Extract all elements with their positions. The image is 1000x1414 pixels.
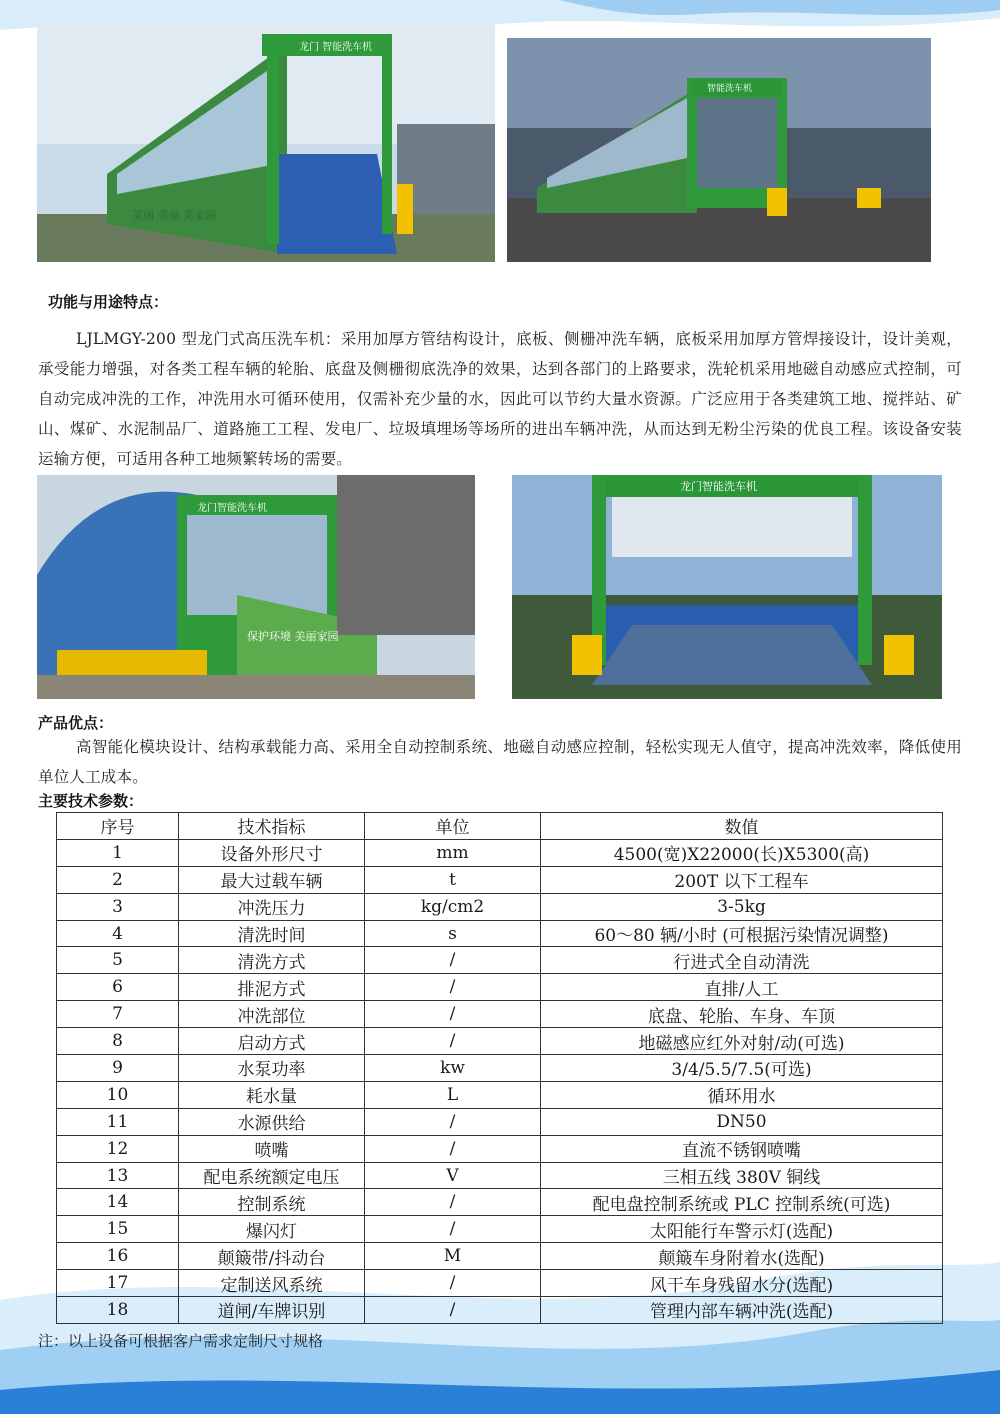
cell-value: 风干车身残留水分(选配) [541, 1270, 943, 1297]
cell-no: 5 [57, 947, 179, 974]
cell-value: 60～80 辆/小时 (可根据污染情况调整) [541, 920, 943, 947]
cell-no: 6 [57, 974, 179, 1001]
table-row [57, 893, 943, 920]
cell-unit: / [365, 947, 541, 974]
cell-unit: / [365, 1189, 541, 1216]
cell-unit: / [365, 1216, 541, 1243]
cell-item: 颠簸带/抖动台 [179, 1243, 365, 1270]
table-row [57, 1028, 943, 1055]
photo-mid-left-sign: 龙门智能洗车机 [197, 503, 267, 514]
cell-value: 4500(宽)X22000(长)X5300(高) [541, 839, 943, 866]
cell-item: 启动方式 [179, 1028, 365, 1055]
cell-no: 10 [57, 1081, 179, 1108]
cell-value: 200T 以下工程车 [541, 866, 943, 893]
cell-no: 7 [57, 1001, 179, 1028]
cell-no: 12 [57, 1135, 179, 1162]
cell-value: 3/4/5.5/7.5(可选) [541, 1055, 943, 1082]
cell-value: 三相五线 380V 铜线 [541, 1162, 943, 1189]
functions-heading: 功能与用途特点： [48, 293, 169, 311]
footnote: 注：以上设备可根据客户需求定制尺寸规格 [38, 1332, 324, 1350]
cell-no: 17 [57, 1270, 179, 1297]
cell-item: 控制系统 [179, 1189, 365, 1216]
cell-item: 爆闪灯 [179, 1216, 365, 1243]
cell-no: 14 [57, 1189, 179, 1216]
cell-no: 11 [57, 1108, 179, 1135]
cell-item: 水泵功率 [179, 1055, 365, 1082]
advantages-heading: 产品优点： [38, 714, 114, 732]
cell-unit: / [365, 1135, 541, 1162]
cell-unit: mm [365, 839, 541, 866]
cell-item: 喷嘴 [179, 1135, 365, 1162]
cell-no: 4 [57, 920, 179, 947]
spec-table-header [57, 813, 943, 840]
cell-unit: t [365, 866, 541, 893]
table-row [57, 1297, 943, 1324]
table-row [57, 947, 943, 974]
cell-value: 配电盘控制系统或 PLC 控制系统(可选) [541, 1189, 943, 1216]
table-row [57, 1189, 943, 1216]
specs-heading: 主要技术参数： [38, 792, 144, 810]
cell-unit: / [365, 974, 541, 1001]
cell-value: 底盘、轮胎、车身、车顶 [541, 1001, 943, 1028]
photo-mid-right [512, 475, 942, 699]
cell-no: 13 [57, 1162, 179, 1189]
cell-unit: s [365, 920, 541, 947]
table-row [57, 1055, 943, 1082]
cell-value: 管理内部车辆冲洗(选配) [541, 1297, 943, 1324]
functions-body: LJLMGY-200 型龙门式高压洗车机：采用加厚方管结构设计，底板、侧栅冲洗车辆，底板采用加厚方管焊接设计，设计美观，承受能力增强，对各类工程车辆的轮胎、底盘及侧栅彻底洗净的效果，达到各部门的上路要求，洗轮机采用地磁自动感应式控制，可自动完成冲洗的工作，冲洗用水可循环使用，仅需补充少量的水，因此可以节约大量水资源。广泛应用于各类建筑工地、搅拌站、矿山、煤矿、水泥制品厂、道路施工工程、发电厂、垃圾填埋场等场所的进出车辆冲洗，从而达到无粉尘污染的优良工程。该设备安装运输方便，可适用各种工地频繁转场的需要。 [38, 330, 962, 468]
col-header-no: 序号 [57, 813, 179, 840]
cell-item: 清洗时间 [179, 920, 365, 947]
cell-value: 颠簸车身附着水(选配) [541, 1243, 943, 1270]
cell-unit: kw [365, 1055, 541, 1082]
cell-value: DN50 [541, 1108, 943, 1135]
cell-item: 冲洗压力 [179, 893, 365, 920]
table-row [57, 920, 943, 947]
cell-item: 道闸/车牌识别 [179, 1297, 365, 1324]
cell-unit: / [365, 1108, 541, 1135]
cell-no: 9 [57, 1055, 179, 1082]
cell-unit: / [365, 1001, 541, 1028]
table-row [57, 1243, 943, 1270]
cell-value: 循环用水 [541, 1081, 943, 1108]
table-row [57, 1270, 943, 1297]
photo-top-right-sign: 智能洗车机 [707, 84, 753, 94]
cell-no: 18 [57, 1297, 179, 1324]
cell-no: 15 [57, 1216, 179, 1243]
cell-item: 水源供给 [179, 1108, 365, 1135]
photo-mid-left [37, 475, 475, 699]
cell-value: 直排/人工 [541, 974, 943, 1001]
cell-no: 2 [57, 866, 179, 893]
cell-item: 耗水量 [179, 1081, 365, 1108]
cell-no: 1 [57, 839, 179, 866]
cell-no: 8 [57, 1028, 179, 1055]
photo-top-right [507, 38, 931, 262]
col-header-value: 数值 [541, 813, 943, 840]
cell-item: 最大过载车辆 [179, 866, 365, 893]
cell-no: 16 [57, 1243, 179, 1270]
photo-mid-left-mural: 保护环境 美丽家园 [247, 630, 339, 643]
cell-unit: kg/cm2 [365, 893, 541, 920]
cell-unit: L [365, 1081, 541, 1108]
table-row [57, 1108, 943, 1135]
table-row [57, 974, 943, 1001]
photo-top-left-mural: 美丽 美丽 美家园 [132, 209, 216, 222]
cell-value: 3-5kg [541, 893, 943, 920]
table-row [57, 1081, 943, 1108]
table-row [57, 1216, 943, 1243]
cell-item: 配电系统额定电压 [179, 1162, 365, 1189]
table-row [57, 866, 943, 893]
cell-value: 行进式全自动清洗 [541, 947, 943, 974]
cell-value: 地磁感应红外对射/动(可选) [541, 1028, 943, 1055]
photo-mid-right-sign: 龙门智能洗车机 [680, 480, 757, 493]
advantages-body: 高智能化模块设计、结构承载能力高、采用全自动控制系统、地磁自动感应控制，轻松实现无人值守，提高冲洗效率，降低使用单位人工成本。 [38, 738, 962, 786]
cell-item: 定制送风系统 [179, 1270, 365, 1297]
table-row [57, 1001, 943, 1028]
col-header-unit: 单位 [365, 813, 541, 840]
cell-unit: V [365, 1162, 541, 1189]
table-row [57, 839, 943, 866]
photo-top-left [37, 24, 495, 262]
table-row [57, 1135, 943, 1162]
spec-table [56, 812, 943, 1324]
cell-unit: / [365, 1270, 541, 1297]
cell-no: 3 [57, 893, 179, 920]
cell-item: 设备外形尺寸 [179, 839, 365, 866]
cell-unit: M [365, 1243, 541, 1270]
cell-value: 直流不锈钢喷嘴 [541, 1135, 943, 1162]
photo-top-left-sign: 龙门 智能洗车机 [299, 42, 373, 53]
cell-item: 清洗方式 [179, 947, 365, 974]
cell-unit: / [365, 1028, 541, 1055]
cell-unit: / [365, 1297, 541, 1324]
table-row [57, 1162, 943, 1189]
col-header-item: 技术指标 [179, 813, 365, 840]
cell-item: 冲洗部位 [179, 1001, 365, 1028]
cell-item: 排泥方式 [179, 974, 365, 1001]
cell-value: 太阳能行车警示灯(选配) [541, 1216, 943, 1243]
